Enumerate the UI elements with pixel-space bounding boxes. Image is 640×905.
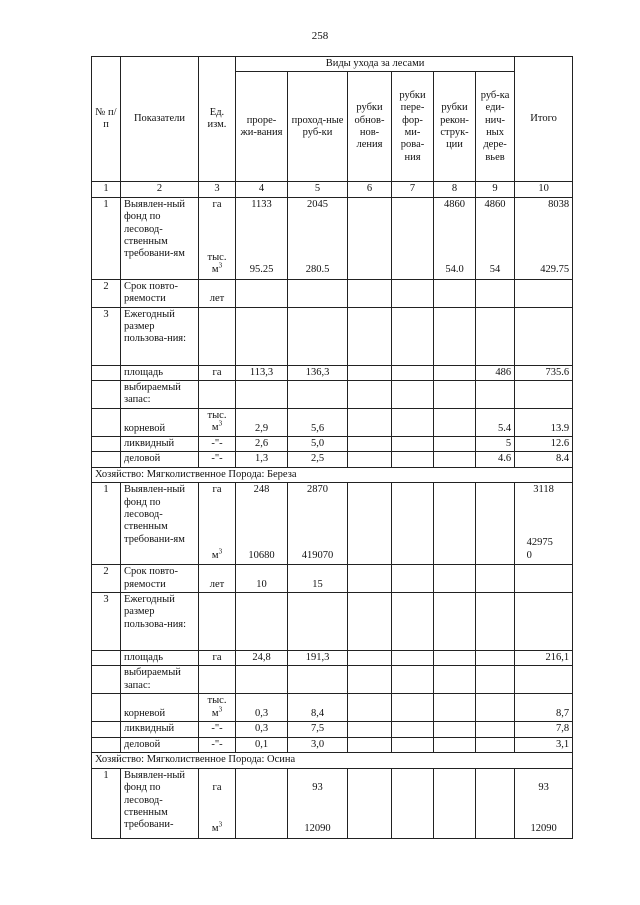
unit-cell: тыс. $м^3$ [199, 694, 236, 722]
table-row [92, 694, 573, 722]
value-cell: 2,5 [288, 452, 348, 467]
value-bottom: 54.0 [445, 264, 464, 276]
row-num: 2 [92, 565, 121, 593]
unit-cell: -"- [199, 452, 236, 467]
row-indicator: выбираемый запас: [121, 381, 199, 409]
value-cell: 8,7 [515, 694, 573, 722]
header-col6: рубки обнов-нов-ления [348, 72, 392, 182]
unit-cell: га [199, 651, 236, 666]
table-row [92, 483, 573, 565]
table-row [92, 452, 573, 467]
table-row [92, 365, 573, 380]
value-top: 2870 [307, 484, 328, 496]
unit-top: га [212, 781, 222, 793]
value-cell: 216,1 [515, 651, 573, 666]
value-bottom: 54 [489, 264, 501, 276]
forest-care-table [91, 56, 573, 839]
value-cell [476, 197, 515, 279]
row-num: 3 [92, 307, 121, 365]
unit-cell [199, 768, 236, 838]
value-cell: 3,0 [288, 737, 348, 752]
value-cell: 7,5 [288, 722, 348, 737]
value-cell: 5 [476, 437, 515, 452]
value-cell: 12.6 [515, 437, 573, 452]
table-row [92, 737, 573, 752]
col-number: 4 [236, 182, 288, 197]
col-number: 9 [476, 182, 515, 197]
row-num: 1 [92, 483, 121, 565]
col-number: 1 [92, 182, 121, 197]
value-cell: 1,3 [236, 452, 288, 467]
value-bottom: 42975 0 [526, 537, 553, 561]
header-col8: рубки рекон-струк-ции [434, 72, 476, 182]
value-top: 93 [312, 781, 323, 793]
value-cell [236, 483, 288, 565]
row-indicator: Срок повто-ряемости [121, 565, 199, 593]
value-cell: 191,3 [288, 651, 348, 666]
value-top: 3118 [533, 484, 554, 496]
column-number-row [92, 182, 573, 197]
value-top: 2045 [307, 198, 328, 210]
value-top: 4860 [484, 198, 506, 210]
value-cell: 2,9 [236, 409, 288, 437]
col-number: 3 [199, 182, 236, 197]
value-top: 4860 [444, 198, 465, 210]
value-cell: 4.6 [476, 452, 515, 467]
value-cell [434, 197, 476, 279]
value-cell: 0,3 [236, 722, 288, 737]
unit-cell: га [199, 365, 236, 380]
header-group: Виды ухода за лесами [236, 57, 515, 72]
empty-cell [348, 197, 392, 279]
col-number: 5 [288, 182, 348, 197]
row-indicator: Выявлен-ный фонд по лесовод-ственным требовани-ям [121, 197, 199, 279]
unit-bottom: тыс. $м^3$ [207, 252, 227, 276]
value-cell: 735.6 [515, 365, 573, 380]
value-cell: 15 [288, 565, 348, 593]
value-top: 8038 [548, 198, 570, 210]
unit-cell: -"- [199, 722, 236, 737]
value-bottom: 12090 [304, 823, 331, 835]
value-cell [236, 197, 288, 279]
unit-cell [199, 197, 236, 279]
empty-cell [392, 197, 434, 279]
value-cell: 486 [476, 365, 515, 380]
header-col9: руб-ка еди-нич-ных дере-вьев [476, 72, 515, 182]
row-indicator: ликвидный [121, 437, 199, 452]
row-indicator: Выявлен-ный фонд по лесовод-ственным требовани-ям [121, 483, 199, 565]
col-number: 10 [515, 182, 573, 197]
header-num: № п/п [92, 57, 121, 182]
value-cell: 24,8 [236, 651, 288, 666]
header-col4: проре-жи-вания [236, 72, 288, 182]
table-row [92, 651, 573, 666]
row-num: 1 [92, 197, 121, 279]
value-cell: 13.9 [515, 409, 573, 437]
table-row [92, 593, 573, 651]
row-num: 1 [92, 768, 121, 838]
table-row [92, 381, 573, 409]
value-cell [515, 768, 573, 838]
value-cell: 8,4 [288, 694, 348, 722]
row-num: 2 [92, 279, 121, 307]
row-indicator: Срок повто-ряемости [121, 279, 199, 307]
row-num: 3 [92, 593, 121, 651]
value-cell: 3,1 [515, 737, 573, 752]
unit-cell: лет [199, 565, 236, 593]
unit-cell: тыс. $м^3$ [199, 409, 236, 437]
value-bottom: 10680 [248, 549, 275, 561]
table-row [92, 279, 573, 307]
row-indicator: деловой [121, 452, 199, 467]
row-indicator: Выявлен-ный фонд по лесовод-ственным требовани- [121, 768, 199, 838]
row-indicator: ликвидный [121, 722, 199, 737]
header-unit: Ед. изм. [199, 57, 236, 182]
value-cell: 10 [236, 565, 288, 593]
table-row [92, 722, 573, 737]
value-cell: 5,0 [288, 437, 348, 452]
col-number: 7 [392, 182, 434, 197]
row-indicator: Ежегодный размер пользова-ния: [121, 593, 199, 651]
header-total: Итого [515, 57, 573, 182]
value-top: 1133 [251, 198, 272, 210]
value-cell: 8.4 [515, 452, 573, 467]
value-bottom: 429.75 [540, 264, 570, 276]
table-row [92, 197, 573, 279]
col-number: 2 [121, 182, 199, 197]
value-cell [515, 197, 573, 279]
row-indicator: деловой [121, 737, 199, 752]
table-row [92, 565, 573, 593]
value-bottom: 280.5 [305, 264, 330, 276]
value-cell: 0,3 [236, 694, 288, 722]
row-indicator: корневой [121, 409, 199, 437]
value-cell [288, 483, 348, 565]
value-cell: 7,8 [515, 722, 573, 737]
value-top: 248 [253, 484, 270, 496]
value-bottom: 95.25 [249, 264, 274, 276]
row-indicator: площадь [121, 365, 199, 380]
section-title: Хозяйство: Мягколиственное Порода: Береза [92, 467, 573, 482]
table-row [92, 437, 573, 452]
row-indicator: корневой [121, 694, 199, 722]
row-indicator: Ежегодный размер пользова-ния: [121, 307, 199, 365]
table-row [92, 409, 573, 437]
header-indicators: Показатели [121, 57, 199, 182]
value-cell [288, 197, 348, 279]
unit-bottom: $м^3$ [211, 820, 223, 835]
unit-cell: лет [199, 279, 236, 307]
row-indicator: площадь [121, 651, 199, 666]
row-indicator: выбираемый запас: [121, 666, 199, 694]
header-col7: рубки пере-фор-ми-рова-ния [392, 72, 434, 182]
table-row [92, 768, 573, 838]
page-number: 258 [311, 30, 329, 42]
unit-top: га [212, 198, 222, 210]
value-cell [515, 483, 573, 565]
table-row [92, 307, 573, 365]
col-number: 6 [348, 182, 392, 197]
value-top: 93 [538, 781, 549, 793]
value-bottom: 12090 [530, 823, 557, 835]
section-title: Хозяйство: Мягколиственное Порода: Осина [92, 753, 573, 768]
unit-cell [199, 483, 236, 565]
value-cell [288, 768, 348, 838]
unit-cell: -"- [199, 437, 236, 452]
value-cell: 5,6 [288, 409, 348, 437]
col-number: 8 [434, 182, 476, 197]
unit-top: га [212, 484, 222, 496]
value-cell: 2,6 [236, 437, 288, 452]
header-col5: проход-ные руб-ки [288, 72, 348, 182]
value-cell: 136,3 [288, 365, 348, 380]
value-cell: 5.4 [476, 409, 515, 437]
table-row [92, 666, 573, 694]
unit-bottom: $м^3$ [211, 547, 223, 561]
value-bottom: 419070 [301, 549, 334, 561]
value-cell: 0,1 [236, 737, 288, 752]
unit-cell: -"- [199, 737, 236, 752]
value-cell: 113,3 [236, 365, 288, 380]
